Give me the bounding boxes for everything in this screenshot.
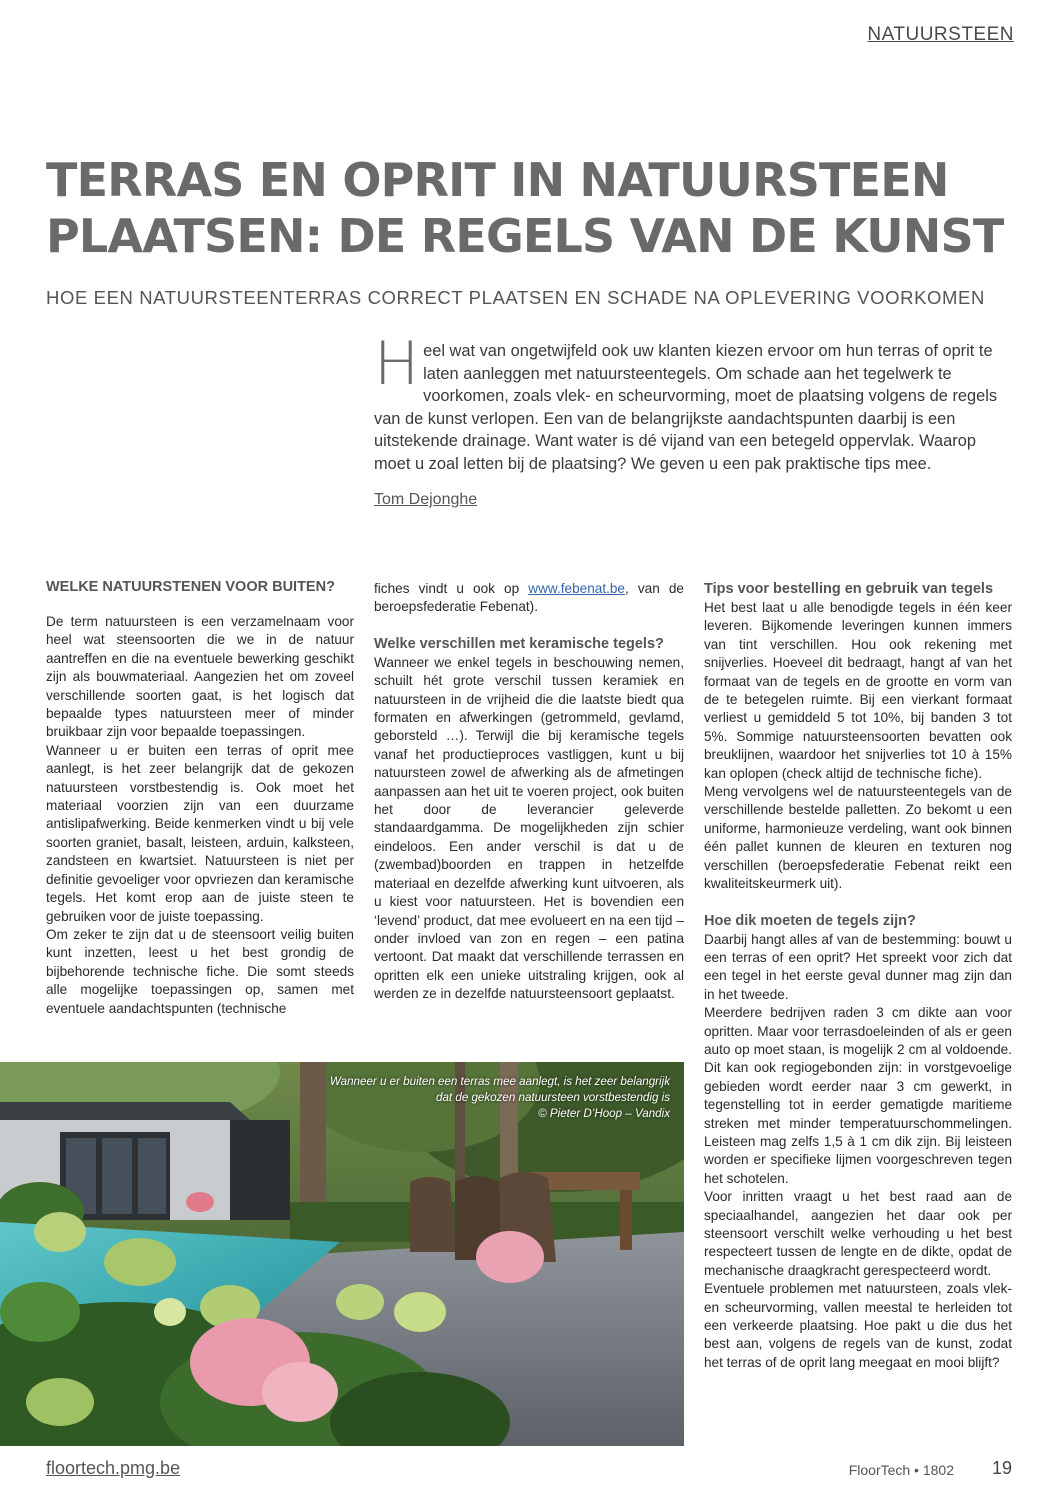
column-2 <box>374 580 684 1004</box>
article-intro <box>374 329 1008 476</box>
text-span: fiches vindt u ook op <box>374 581 529 596</box>
article-subtitle: HOE EEN NATUURSTEENTERRAS CORRECT PLAATSEN EN SCHADE NA OPLEVERING VOORKOMEN <box>46 287 985 308</box>
febenat-link[interactable]: www.febenat.be <box>528 581 625 596</box>
section-tag: NATUURSTEEN <box>867 24 1014 45</box>
column-1-paragraph: Wanneer u er buiten een terras of oprit mee aanlegt, is het zeer belangrijk dat de gekozen natuursteen vorstbestendig is. Ook moet het materiaal voorzien zijn van een duurzame antislipafwerking. Beide kenmerken vindt u bij vele soorten graniet, basalt, leisteen, arduin, kalksteen, zandsteen en kwartsiet. Natuursteen is niet per definitie gevoeliger voor opvriezen dan keramische tegels. Het komt erop aan de juiste steen te gebruiken voor de juiste toepassing. <box>46 742 354 924</box>
intro-text: eel wat van ongetwijfeld ook uw klanten kiezen ervoor om hun terras of oprit te laten aanleggen met natuursteentegels. Om schade aan het tegelwerk te voorkomen, zoals vlek- en scheurvorming, moet de plaatsing volgens de regels van de kunst verlopen. Een van de belangrijkste aandachtspunten daarbij is een uitstekende drainage. Want water is dé vijand van een betegeld oppervlak. Waarop moet u zoal letten bij de plaatsing? We geven u een pak praktische tips mee. <box>374 342 998 473</box>
column-1-paragraph: Om zeker te zijn dat u de steensoort veilig buiten kunt inzetten, leest u het best grondig de bijbehorende technische fiche. Die somt steeds alle mogelijke toepassingen op, samen met eventuele aandachtspunten (technische <box>46 926 354 1016</box>
spacer <box>374 617 684 635</box>
column-3-paragraph: Voor inritten vraagt u het best raad aan de speciaalhandel, aangezien het daar ook per steensoort verschilt welke verhouding u het best respecteert tussen de lengte en de dikte, opdat de mechanische draagkracht gerespecteerd wordt. <box>704 1189 1012 1278</box>
title-line-2: PLAATSEN: DE REGELS VAN DE KUNST <box>46 209 1004 263</box>
footer-website-link[interactable]: floortech.pmg.be <box>46 1458 181 1478</box>
column-1-paragraph: De term natuursteen is een verzamelnaam voor heel wat steensoorten die we in de natuur aantreffen en die na eventuele bewerking geschikt zijn als bouwmateriaal. Aangezien het om zoveel verschillende soorten gaat, is het logisch dat bepaalde types natuursteen meer of minder bruikbaar zijn voor bepaalde toepassingen. <box>46 614 354 740</box>
column-3-paragraph: Het best laat u alle benodigde tegels in één keer leveren. Bijkomende leveringen kunnen immers van tint verschillen. Hou ook rekening met snijverlies. Hoeveel dit bedraagt, hangt af van het formaat van de tegels en de grootte en vorm van de te betegelen ruimte. Bij een vierkant formaat verliest u gemiddeld 5 tot 10%, bij banden 3 tot 5%. Sommige natuursteensoorten bevatten ook breuklijnen, waardoor het snijverlies tot 10 à 15% kan oplopen (check altijd de technische fiche). <box>704 600 1012 781</box>
drop-cap: H <box>374 329 420 399</box>
column-3-heading: Hoe dik moeten de tegels zijn? <box>704 912 916 929</box>
column-2-paragraph <box>374 580 684 617</box>
footer-publication: FloorTech • 1802 <box>848 1462 954 1478</box>
text-span: , van de beroepsfederatie Febenat). <box>374 581 684 615</box>
spacer <box>704 894 1012 912</box>
column-1-heading: WELKE NATUURSTENEN VOOR BUITEN? <box>46 579 335 595</box>
column-3-paragraph: Meerdere bedrijven raden 3 cm dikte aan voor opritten. Maar voor terrasdoeleinden of als er geen auto op moet staan, is mogelijk 2 cm al voldoende. Dit kan ook regiogebonden zijn: in vorstgevoelige gebieden wordt eerder naar 3 cm gewerkt, in tegenstelling tot in eerder gematigde maritieme streken met minder temperatuurschommelingen. Leisteen mag zelfs 1,5 à 1 cm dik zijn. Bij leisteen worden er specifieke lijmen voorgeschreven tegen het schotelen. <box>704 1005 1012 1186</box>
title-line-1: TERRAS EN OPRIT IN NATUURSTEEN <box>46 153 949 207</box>
caption-line-1: Wanneer u er buiten een terras mee aanlegt, is het zeer belangrijk <box>329 1075 670 1088</box>
garden-photo <box>0 1062 684 1446</box>
column-3-paragraph: Eventuele problemen met natuursteen, zoals vlek- en scheurvorming, vallen meestal te herleiden tot een verkeerde plaatsing. Hoe pakt u die dus het best aan, volgens de regels van de kunst, zodat het terras of de oprit lang meegaat en mooi blijft? <box>704 1281 1012 1370</box>
column-1 <box>46 578 354 1018</box>
column-2-heading: Welke verschillen met keramische tegels? <box>374 635 664 652</box>
page-number: 19 <box>991 1458 1012 1478</box>
column-3-paragraph: Meng vervolgens wel de natuursteentegels van de verschillende bestelde palletten. Zo bekomt u een uniforme, harmonieuze verdeling, want ook binnen één pallet kunnen de kleuren en texturen nog verschillen (beroepsfederatie Febenat reikt een kwaliteitskeurmerk uit). <box>704 784 1012 892</box>
author-name[interactable]: Tom Dejonghe <box>374 491 478 508</box>
column-2-paragraph: Wanneer we enkel tegels in beschouwing nemen, schuilt hét grote verschil tussen keramiek en natuursteen in de vrijheid die die laatste biedt qua formaten en afwerkingen (getrommeld, gevlamd, geborsteld …). Terwijl die bij keramische tegels vanaf het productieproces vastliggen, kunt u bij natuursteen zowel de afwerking als de afmetingen aanpassen aan het uit te voeren project, ook buiten het door de leverancier geleverde standaardgamma. De mogelijkheden zijn schier eindeloos. Een ander verschil is dat u de (zwembad)boorden en trappen in hetzelfde materiaal en dezelfde afwerking kunt uitvoeren, als u kiest voor natuursteen. Het is bovendien een ‘levend’ product, dat mee evolueert en na een tijd – onder invloed van zon en regen – een patina vertoont. Dat maakt dat verschillende terrassen en opritten elk een unieke uitstraling krijgen, ook al werden ze in dezelfde natuursteensoort geplaatst. <box>374 654 684 1002</box>
photo-credit: © Pieter D’Hoop – Vandix <box>538 1107 670 1120</box>
column-3 <box>704 580 1012 1372</box>
article-title <box>46 152 1006 264</box>
photo-caption <box>330 1074 670 1122</box>
caption-line-2: dat de gekozen natuursteen vorstbestendig is <box>436 1091 670 1104</box>
column-3-heading: Tips voor bestelling en gebruik van tegels <box>704 581 994 597</box>
column-3-paragraph: Daarbij hangt alles af van de bestemming: bouwt u een terras of een oprit? Het spreekt voor zich dat een tegel in het eerste geval dunner mag zijn dan in het tweede. <box>704 931 1012 1002</box>
